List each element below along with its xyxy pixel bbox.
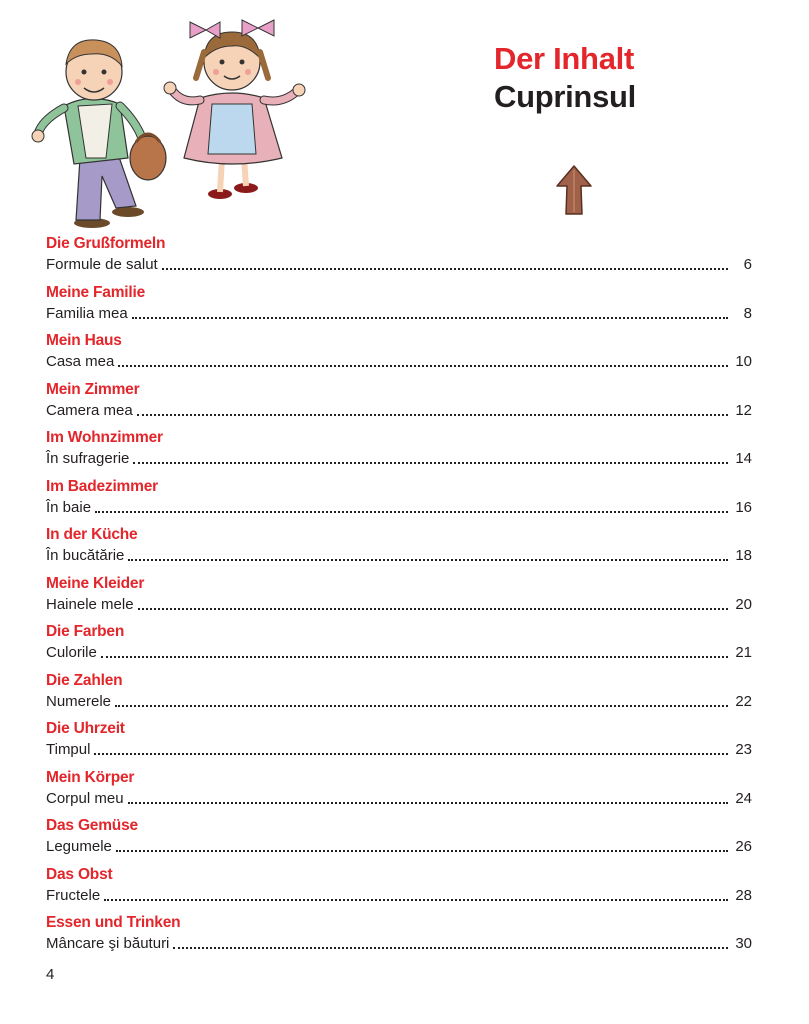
dot-leader <box>118 365 728 367</box>
toc-entry[interactable] <box>46 380 752 429</box>
toc-entry[interactable] <box>46 913 752 962</box>
entry-title-german: Meine Kleider <box>46 574 145 592</box>
entry-page-number: 21 <box>735 644 752 661</box>
entry-title-romanian: Legumele <box>46 838 112 855</box>
entry-title-german: Mein Haus <box>46 332 122 349</box>
entry-row <box>46 351 752 373</box>
entry-row <box>46 303 752 325</box>
boy-figure <box>32 40 166 228</box>
toc-entry[interactable] <box>46 477 752 526</box>
girl-figure <box>164 20 305 199</box>
dot-leader <box>173 947 728 949</box>
entry-page-number: 6 <box>743 256 752 273</box>
dot-leader <box>101 656 728 658</box>
toc-entry[interactable] <box>46 816 752 865</box>
entry-row <box>46 788 752 810</box>
dot-leader <box>128 802 728 804</box>
entry-row <box>46 545 752 567</box>
toc-entry[interactable] <box>46 865 752 914</box>
entry-row <box>46 594 752 616</box>
entry-title-german: Das Gemüse <box>46 817 138 834</box>
entry-page-number: 14 <box>735 450 752 467</box>
dot-leader <box>95 511 728 513</box>
entry-row <box>46 400 752 422</box>
entry-row <box>46 933 752 955</box>
dot-leader <box>115 705 728 707</box>
entry-title-romanian: Corpul meu <box>46 789 124 807</box>
entry-title-german: Im Badezimmer <box>46 477 158 495</box>
entry-title-german: Die Farben <box>46 623 125 640</box>
entry-row <box>46 739 752 761</box>
page-number: 4 <box>46 966 55 983</box>
toc-entry[interactable] <box>46 331 752 380</box>
entry-title-romanian: Mâncare şi băuturi <box>46 935 170 952</box>
entry-page-number: 16 <box>735 498 752 516</box>
dot-leader <box>128 559 728 561</box>
title-block <box>494 40 774 116</box>
entry-title-german: In der Küche <box>46 526 138 543</box>
entry-title-german: Meine Familie <box>46 283 146 301</box>
entry-title-romanian: Camera mea <box>46 401 133 419</box>
entry-row <box>46 885 752 907</box>
entry-title-german: Essen und Trinken <box>46 914 181 931</box>
entry-title-german: Das Obst <box>46 865 113 883</box>
dot-leader <box>137 414 728 416</box>
entry-title-german: Die Zahlen <box>46 671 123 689</box>
entry-page-number: 22 <box>735 692 752 710</box>
entry-row <box>46 497 752 519</box>
entry-title-romanian: În bucătărie <box>46 547 125 564</box>
toc-entry[interactable] <box>46 719 752 768</box>
page-title-german: Der Inhalt <box>494 41 634 76</box>
entry-title-romanian: În sufragerie <box>46 450 130 467</box>
toc-entry[interactable] <box>46 768 752 817</box>
entry-title-romanian: Fructele <box>46 886 101 904</box>
toc-entry[interactable] <box>46 671 752 720</box>
entry-page-number: 26 <box>735 838 752 855</box>
entry-row <box>46 642 752 664</box>
toc-entry[interactable] <box>46 525 752 574</box>
entry-page-number: 24 <box>735 789 752 807</box>
toc-entry[interactable] <box>46 622 752 671</box>
entry-title-german: Im Wohnzimmer <box>46 429 163 446</box>
entry-title-german: Mein Zimmer <box>46 380 140 398</box>
toc-entry[interactable] <box>46 574 752 623</box>
entry-page-number: 12 <box>735 401 752 419</box>
entry-row <box>46 691 752 713</box>
up-arrow-icon <box>555 164 593 216</box>
dot-leader <box>104 899 728 901</box>
entry-page-number: 30 <box>735 935 752 952</box>
dot-leader <box>133 462 728 464</box>
entry-page-number: 28 <box>735 886 752 904</box>
toc-entry[interactable] <box>46 234 752 283</box>
entry-title-romanian: Numerele <box>46 692 112 710</box>
entry-title-romanian: Culorile <box>46 644 97 661</box>
entry-row <box>46 254 752 276</box>
entry-title-romanian: În baie <box>46 498 92 516</box>
toc-entry[interactable] <box>46 428 752 477</box>
entry-title-romanian: Timpul <box>46 741 91 758</box>
entry-title-romanian: Casa mea <box>46 353 115 370</box>
entry-page-number: 10 <box>735 353 752 370</box>
entry-title-romanian: Formule de salut <box>46 256 158 273</box>
entry-title-romanian: Familia mea <box>46 304 128 322</box>
entry-title-romanian: Hainele mele <box>46 595 134 613</box>
entry-page-number: 8 <box>743 304 752 322</box>
toc-entry[interactable] <box>46 283 752 332</box>
page-title-romanian: Cuprinsul <box>494 79 636 114</box>
entry-title-german: Mein Körper <box>46 768 135 786</box>
dot-leader <box>116 850 728 852</box>
entry-title-german: Die Uhrzeit <box>46 720 125 737</box>
dot-leader <box>132 317 728 319</box>
table-of-contents <box>46 234 752 962</box>
entry-page-number: 20 <box>735 595 752 613</box>
entry-page-number: 18 <box>735 547 752 564</box>
dot-leader <box>162 268 728 270</box>
entry-row <box>46 836 752 858</box>
entry-title-german: Die Grußformeln <box>46 235 166 252</box>
dot-leader <box>138 608 728 610</box>
boy-and-girl-illustration <box>20 8 320 230</box>
entry-page-number: 23 <box>735 741 752 758</box>
entry-row <box>46 448 752 470</box>
dot-leader <box>94 753 728 755</box>
